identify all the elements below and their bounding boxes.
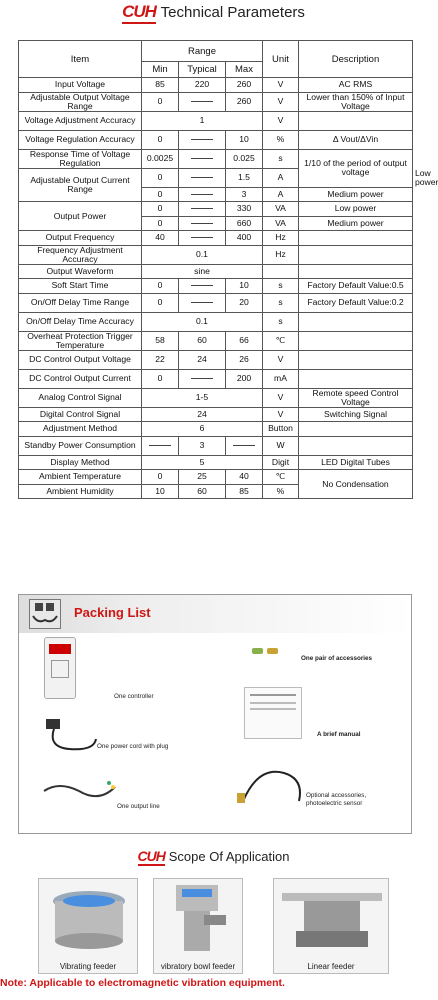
table-row [19,407,413,422]
typical-value [179,130,226,149]
param-name: Output Waveform [19,264,142,279]
max-value: 660 [226,216,263,231]
min-value: 0 [142,187,179,202]
controller-label: One controller [114,693,154,700]
unit-value: s [263,293,299,312]
param-name: Input Voltage [19,78,142,93]
table-row [19,264,413,279]
output-line-image [39,777,119,807]
range-value: 1 [142,111,263,130]
table-row [19,436,413,455]
description-value: Remote speed Control Voltage [299,388,413,407]
unit-value: s [263,312,299,331]
sensor-label [306,792,378,808]
technical-parameters-table [18,40,438,499]
max-value: 26 [226,350,263,369]
unit-value: V [263,78,299,93]
max-value: 3 [226,187,263,202]
col-header-unit: Unit [263,41,299,78]
max-value [226,436,263,455]
range-value: 5 [142,455,263,470]
app-vibratory-bowl-feeder [153,878,243,974]
description-value: AC RMS [299,78,413,93]
unit-value: V [263,111,299,130]
max-value: 20 [226,293,263,312]
param-name: On/Off Delay Time Accuracy [19,312,142,331]
description-value: Medium power [299,216,413,231]
table-row [19,331,413,350]
table-row [19,279,413,294]
power-cord-image [44,717,99,757]
manual-image [244,687,302,739]
typical-value: 25 [179,470,226,485]
description-value: Medium power [299,187,413,202]
caption: Linear feeder [307,962,355,971]
max-value: 40 [226,470,263,485]
vibrating-feeder-image [39,879,139,959]
description-value: No Condensation [299,470,413,499]
unit-value: % [263,130,299,149]
dash-mark [191,177,213,178]
table-row [19,92,413,111]
param-name: Overheat Protection Trigger Temperature [19,331,142,350]
typical-value: 60 [179,331,226,350]
unit-value: V [263,92,299,111]
sensor-label-text: Optional accessories, photoelectric sensor [306,792,367,807]
description-value [299,422,413,437]
unit-value: mA [263,369,299,388]
max-value: 330 [226,202,263,217]
param-name: DC Control Output Current [19,369,142,388]
typical-value [179,293,226,312]
accessories-image [251,643,281,653]
max-value: 1.5 [226,168,263,187]
unit-value: A [263,168,299,187]
scope-header [0,848,427,866]
unit-value: s [263,149,299,168]
typical-value [179,231,226,246]
param-name: Voltage Adjustment Accuracy [19,111,142,130]
unit-value: V [263,388,299,407]
unit-value: ℃ [263,470,299,485]
param-name: Analog Control Signal [19,388,142,407]
section-title: Technical Parameters [160,4,305,21]
table-row [19,369,413,388]
dash-mark [233,445,255,446]
param-name: On/Off Delay Time Range [19,293,142,312]
typical-value [179,168,226,187]
param-name: Ambient Humidity [19,484,142,499]
col-header-max: Max [226,62,263,78]
typical-value [179,216,226,231]
dash-mark [191,285,213,286]
dash-mark [191,223,213,224]
description-value: Factory Default Value:0.2 [299,293,413,312]
max-value: 200 [226,369,263,388]
description-value: LED Digital Tubes [299,455,413,470]
brand-logo: CUH [122,2,156,24]
max-value: 10 [226,279,263,294]
min-value: 85 [142,78,179,93]
min-value: 0 [142,216,179,231]
description-value: 1/10 of the period of output voltage [299,149,413,187]
table-row [19,111,413,130]
unit-value: V [263,407,299,422]
applicability-note: Note: Applicable to electromagnetic vibration equipment. [0,977,285,989]
max-value: 400 [226,231,263,246]
sensor-image [229,761,309,805]
unit-value [263,264,299,279]
param-name: Response Time of Voltage Regulation [19,149,142,168]
unit-value: Hz [263,231,299,246]
param-name: Adjustable Output Current Range [19,168,142,202]
param-name: Digital Control Signal [19,407,142,422]
param-name: Adjustment Method [19,422,142,437]
param-name: Adjustable Output Voltage Range [19,92,142,111]
table-row [19,293,413,312]
table-row [19,455,413,470]
unit-value: V [263,350,299,369]
typical-value: 60 [179,484,226,499]
table-row [19,350,413,369]
table-row [19,231,413,246]
param-name: Soft Start Time [19,279,142,294]
typical-value [179,279,226,294]
unit-value: Hz [263,245,299,264]
description-value: Δ Vout/ΔVin [299,130,413,149]
max-value: 66 [226,331,263,350]
min-value: 40 [142,231,179,246]
param-name: Output Frequency [19,231,142,246]
scope-title: Scope Of Application [168,849,290,864]
description-value [299,264,413,279]
min-value [142,436,179,455]
description-value: Switching Signal [299,407,413,422]
app-linear-feeder [273,878,389,974]
unit-value: % [263,484,299,499]
min-value: 0 [142,92,179,111]
range-value: 1-5 [142,388,263,407]
accessories-label: One pair of accessories [301,655,373,662]
dash-mark [191,208,213,209]
description-value [299,312,413,331]
table-row [19,130,413,149]
description-value [299,369,413,388]
table-row [19,422,413,437]
caption: Vibrating feeder [59,962,117,971]
table-row [19,388,413,407]
packing-list [18,594,412,834]
max-value: 0.025 [226,149,263,168]
min-value: 0 [142,130,179,149]
range-value: 24 [142,407,263,422]
dash-mark [191,194,213,195]
max-value: 260 [226,92,263,111]
max-value: 85 [226,484,263,499]
packing-banner [19,595,411,633]
col-header-min: Min [142,62,179,78]
typical-value: 3 [179,436,226,455]
min-value: 22 [142,350,179,369]
range-value: 0.1 [142,245,263,264]
controller-image [44,637,76,699]
min-value: 0 [142,293,179,312]
description-value [299,350,413,369]
unit-value: s [263,279,299,294]
unit-value: A [263,187,299,202]
linear-feeder-image [274,879,390,959]
min-value: 58 [142,331,179,350]
dash-mark [191,378,213,379]
min-value: 10 [142,484,179,499]
typical-value [179,187,226,202]
description-value: Lower than 150% of Input Voltage [299,92,413,111]
typical-value [179,149,226,168]
packing-title: Packing List [74,605,151,620]
min-value: 0 [142,369,179,388]
param-name: Ambient Temperature [19,470,142,485]
output-line-label: One output line [117,803,160,810]
param-name: Standby Power Consumption [19,436,142,455]
min-value: 0.0025 [142,149,179,168]
min-value: 0 [142,202,179,217]
unit-value: VA [263,202,299,217]
description-value [299,436,413,455]
table-row [19,312,413,331]
param-name: DC Control Output Voltage [19,350,142,369]
caption: vibratory bowl feeder [160,962,236,971]
description-value [299,111,413,130]
unit-value: VA [263,216,299,231]
technical-parameters-header [0,2,427,28]
brand-logo: CUH [137,848,165,864]
description-value [299,245,413,264]
description-value: Low power [299,202,413,217]
dash-mark [191,237,213,238]
range-value: 6 [142,422,263,437]
app-vibrating-feeder [38,878,138,974]
unit-value: ℃ [263,331,299,350]
min-value: 0 [142,470,179,485]
bowl-feeder-image [154,879,244,959]
dash-mark [191,101,213,102]
max-value: 260 [226,78,263,93]
range-value: 0.1 [142,312,263,331]
power-cord-label: One power cord with plug [97,743,169,750]
typical-value [179,202,226,217]
unit-value: Button [263,422,299,437]
param-name: Display Method [19,455,142,470]
range-value: sine [142,264,263,279]
table-row [19,245,413,264]
table-row: Adjustable Output Current Range 0 1.5 A Low power [19,168,413,187]
dash-mark [149,445,171,446]
dash-mark [191,302,213,303]
description-value [299,231,413,246]
unit-value: Digit [263,455,299,470]
typical-value: 24 [179,350,226,369]
col-header-description: Description [299,41,413,78]
max-value: 10 [226,130,263,149]
param-name: Voltage Regulation Accuracy [19,130,142,149]
dash-mark [191,139,213,140]
description-value: Factory Default Value:0.5 [299,279,413,294]
col-header-typical: Typical [179,62,226,78]
param-name: Output Power [19,202,142,231]
typical-value [179,92,226,111]
min-value: 0 [142,279,179,294]
unit-value: W [263,436,299,455]
typical-value: 220 [179,78,226,93]
table-row [19,202,413,217]
dash-mark [191,158,213,159]
col-header-range: Range [142,41,263,62]
table-row [19,78,413,93]
col-header-item: Item [19,41,142,78]
manual-label: A brief manual [317,731,361,738]
package-icon [29,599,61,629]
table-row [19,470,413,485]
description-value [299,331,413,350]
param-name: Frequency Adjustment Accuracy [19,245,142,264]
table-row [19,149,413,168]
min-value: 0 [142,168,179,187]
typical-value [179,369,226,388]
